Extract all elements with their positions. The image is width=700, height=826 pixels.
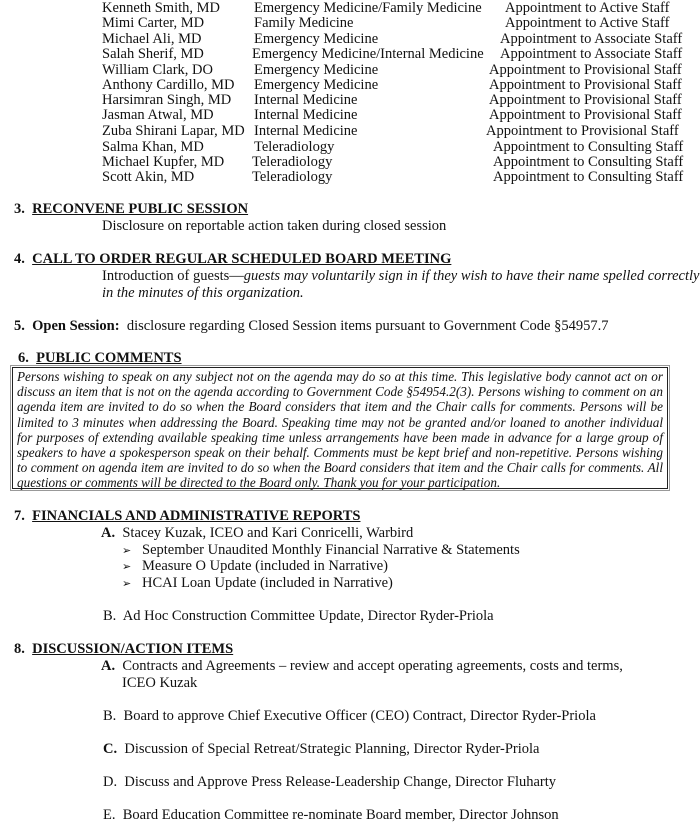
staff-name: Harsimran Singh, MD [102,92,232,108]
item-text: Stacey Kuzak, ICEO and Kari Conricelli, Warbird [122,525,414,541]
section-number: 7. [14,508,25,524]
section-4-text [102,268,700,285]
staff-specialty: Teleradiology [252,154,333,170]
staff-specialty: Emergency Medicine/Family Medicine [254,0,482,16]
item-label: B. [103,708,117,724]
open-session-text: disclosure regarding Closed Session items pursuant to Government Code §54957.7 [126,318,609,334]
table-row [0,1,700,16]
section-4-heading [14,251,451,268]
item-label: A. [101,525,116,541]
table-row [0,108,700,123]
item-text: Discuss and Approve Press Release-Leadership Change, Director Fluharty [124,774,557,790]
staff-specialty: Teleradiology [252,169,333,185]
item-7a [101,525,413,542]
item-label: B. [103,608,117,624]
table-row [0,16,700,31]
staff-name: Salah Sherif, MD [102,46,204,62]
table-row [0,140,700,155]
list-item [122,558,388,575]
staff-specialty: Teleradiology [254,139,335,155]
staff-name: William Clark, DO [102,62,213,78]
table-row [0,32,700,47]
table-row [0,93,700,108]
staff-name: Anthony Cardillo, MD [102,77,235,93]
section-number: 6. [18,350,29,366]
staff-appointment: Appointment to Consulting Staff [493,139,684,155]
section-7-heading [14,508,360,525]
staff-appointment: Appointment to Associate Staff [500,46,683,62]
item-8e [103,807,559,824]
section-3-heading [14,201,248,218]
staff-appointment: Appointment to Provisional Staff [489,77,682,93]
section-5-heading [14,318,608,335]
section-title: CALL TO ORDER REGULAR SCHEDULED BOARD MEETING [32,251,452,267]
item-8a [101,658,623,675]
staff-appointment: Appointment to Associate Staff [500,31,683,47]
staff-name: Zuba Shirani Lapar, MD [102,123,245,139]
table-row [0,63,700,78]
section-title: DISCUSSION/ACTION ITEMS [32,641,234,657]
item-text: Board Education Committee re-nominate Board member, Director Johnson [122,807,559,823]
guests-intro: Introduction of guests— [102,268,244,284]
table-row [0,155,700,170]
staff-name: Jasman Atwal, MD [102,107,214,123]
section-4-text-line2: in the minutes of this organization. [102,285,304,301]
staff-name: Scott Akin, MD [102,169,195,185]
staff-appointment: Appointment to Consulting Staff [493,154,684,170]
item-label: D. [103,774,118,790]
staff-name: Michael Kupfer, MD [102,154,225,170]
table-row [0,124,700,139]
table-row [0,170,700,185]
bullet-text: HCAI Loan Update (included in Narrative) [142,575,393,591]
section-title: RECONVENE PUBLIC SESSION [32,201,249,217]
staff-name: Salma Khan, MD [102,139,204,155]
staff-specialty: Emergency Medicine [254,62,379,78]
staff-appointment: Appointment to Provisional Staff [489,107,682,123]
item-8d [103,774,556,791]
staff-appointment: Appointment to Provisional Staff [489,92,682,108]
item-label: C. [103,741,118,757]
arrow-bullet-icon: ➢ [122,560,132,573]
item-text: Discussion of Special Retreat/Strategic Planning, Director Ryder-Priola [124,741,540,757]
staff-specialty: Emergency Medicine [254,77,379,93]
arrow-bullet-icon: ➢ [122,577,132,590]
staff-specialty: Family Medicine [254,15,354,31]
item-8a-line2: ICEO Kuzak [122,675,198,691]
list-item [122,575,393,592]
public-comments-notice: Persons wishing to speak on any subject not on the agenda may do so at this time. This legislative body cannot act on or discuss an item that is not on the agenda according to Government Code §54954.2(3). Persons wishing to comment on an agenda item are invited to do so when the Board considers that item and the Chair calls for comments. Persons will be limited to 3 minutes when addressing the Board. Speaking time may not be granted and/or loaned to another individual for purposes of extending available speaking time unless arrangements have been made in advance for a large group of speakers to have a spokesperson speak on their behalf. Comments must be kept brief and non-repetitive. Persons wishing to comment on agenda item are invited to do so when the Board considers that item and the Chair calls for comments. All questions or comments will be directed to the Board only. Thank you for your participation. [12,367,668,489]
staff-specialty: Internal Medicine [254,123,358,139]
item-8c [103,741,539,758]
staff-specialty: Internal Medicine [254,107,358,123]
staff-appointment: Appointment to Active Staff [505,0,670,16]
section-number: 3. [14,201,25,217]
section-title: FINANCIALS AND ADMINISTRATIVE REPORTS [32,508,361,524]
staff-name: Kenneth Smith, MD [102,0,221,16]
staff-specialty: Internal Medicine [254,92,358,108]
staff-specialty: Emergency Medicine [254,31,379,47]
section-3-text: Disclosure on reportable action taken during closed session [102,218,447,234]
staff-appointment: Appointment to Consulting Staff [493,169,684,185]
bullet-text: Measure O Update (included in Narrative) [142,558,388,574]
guests-note: guests may voluntarily sign in if they wish to have their name spelled correctly [243,268,700,284]
staff-appointment: Appointment to Provisional Staff [486,123,679,139]
staff-name: Mimi Carter, MD [102,15,205,31]
table-row [0,78,700,93]
section-title: PUBLIC COMMENTS [36,350,182,366]
section-number: 4. [14,251,25,267]
staff-appointment: Appointment to Provisional Staff [489,62,682,78]
item-text: Ad Hoc Construction Committee Update, Director Ryder-Priola [122,608,494,624]
staff-name: Michael Ali, MD [102,31,202,47]
item-text: Board to approve Chief Executive Officer (CEO) Contract, Director Ryder-Priola [123,708,596,724]
section-number: 5. [14,318,25,334]
item-label: A. [101,658,116,674]
item-8b [103,708,596,725]
section-number: 8. [14,641,25,657]
bullet-text: September Unaudited Monthly Financial Narrative & Statements [142,542,520,558]
staff-appointment: Appointment to Active Staff [505,15,670,31]
list-item [122,542,520,559]
item-7b [103,608,494,625]
section-8-heading [14,641,233,658]
open-session-label: Open Session: [32,318,120,334]
item-label: E. [103,807,116,823]
item-text: Contracts and Agreements – review and accept operating agreements, costs and terms, [122,658,623,674]
staff-specialty: Emergency Medicine/Internal Medicine [252,46,484,62]
section-6-heading [18,350,182,367]
table-row [0,47,700,62]
arrow-bullet-icon: ➢ [122,544,132,557]
